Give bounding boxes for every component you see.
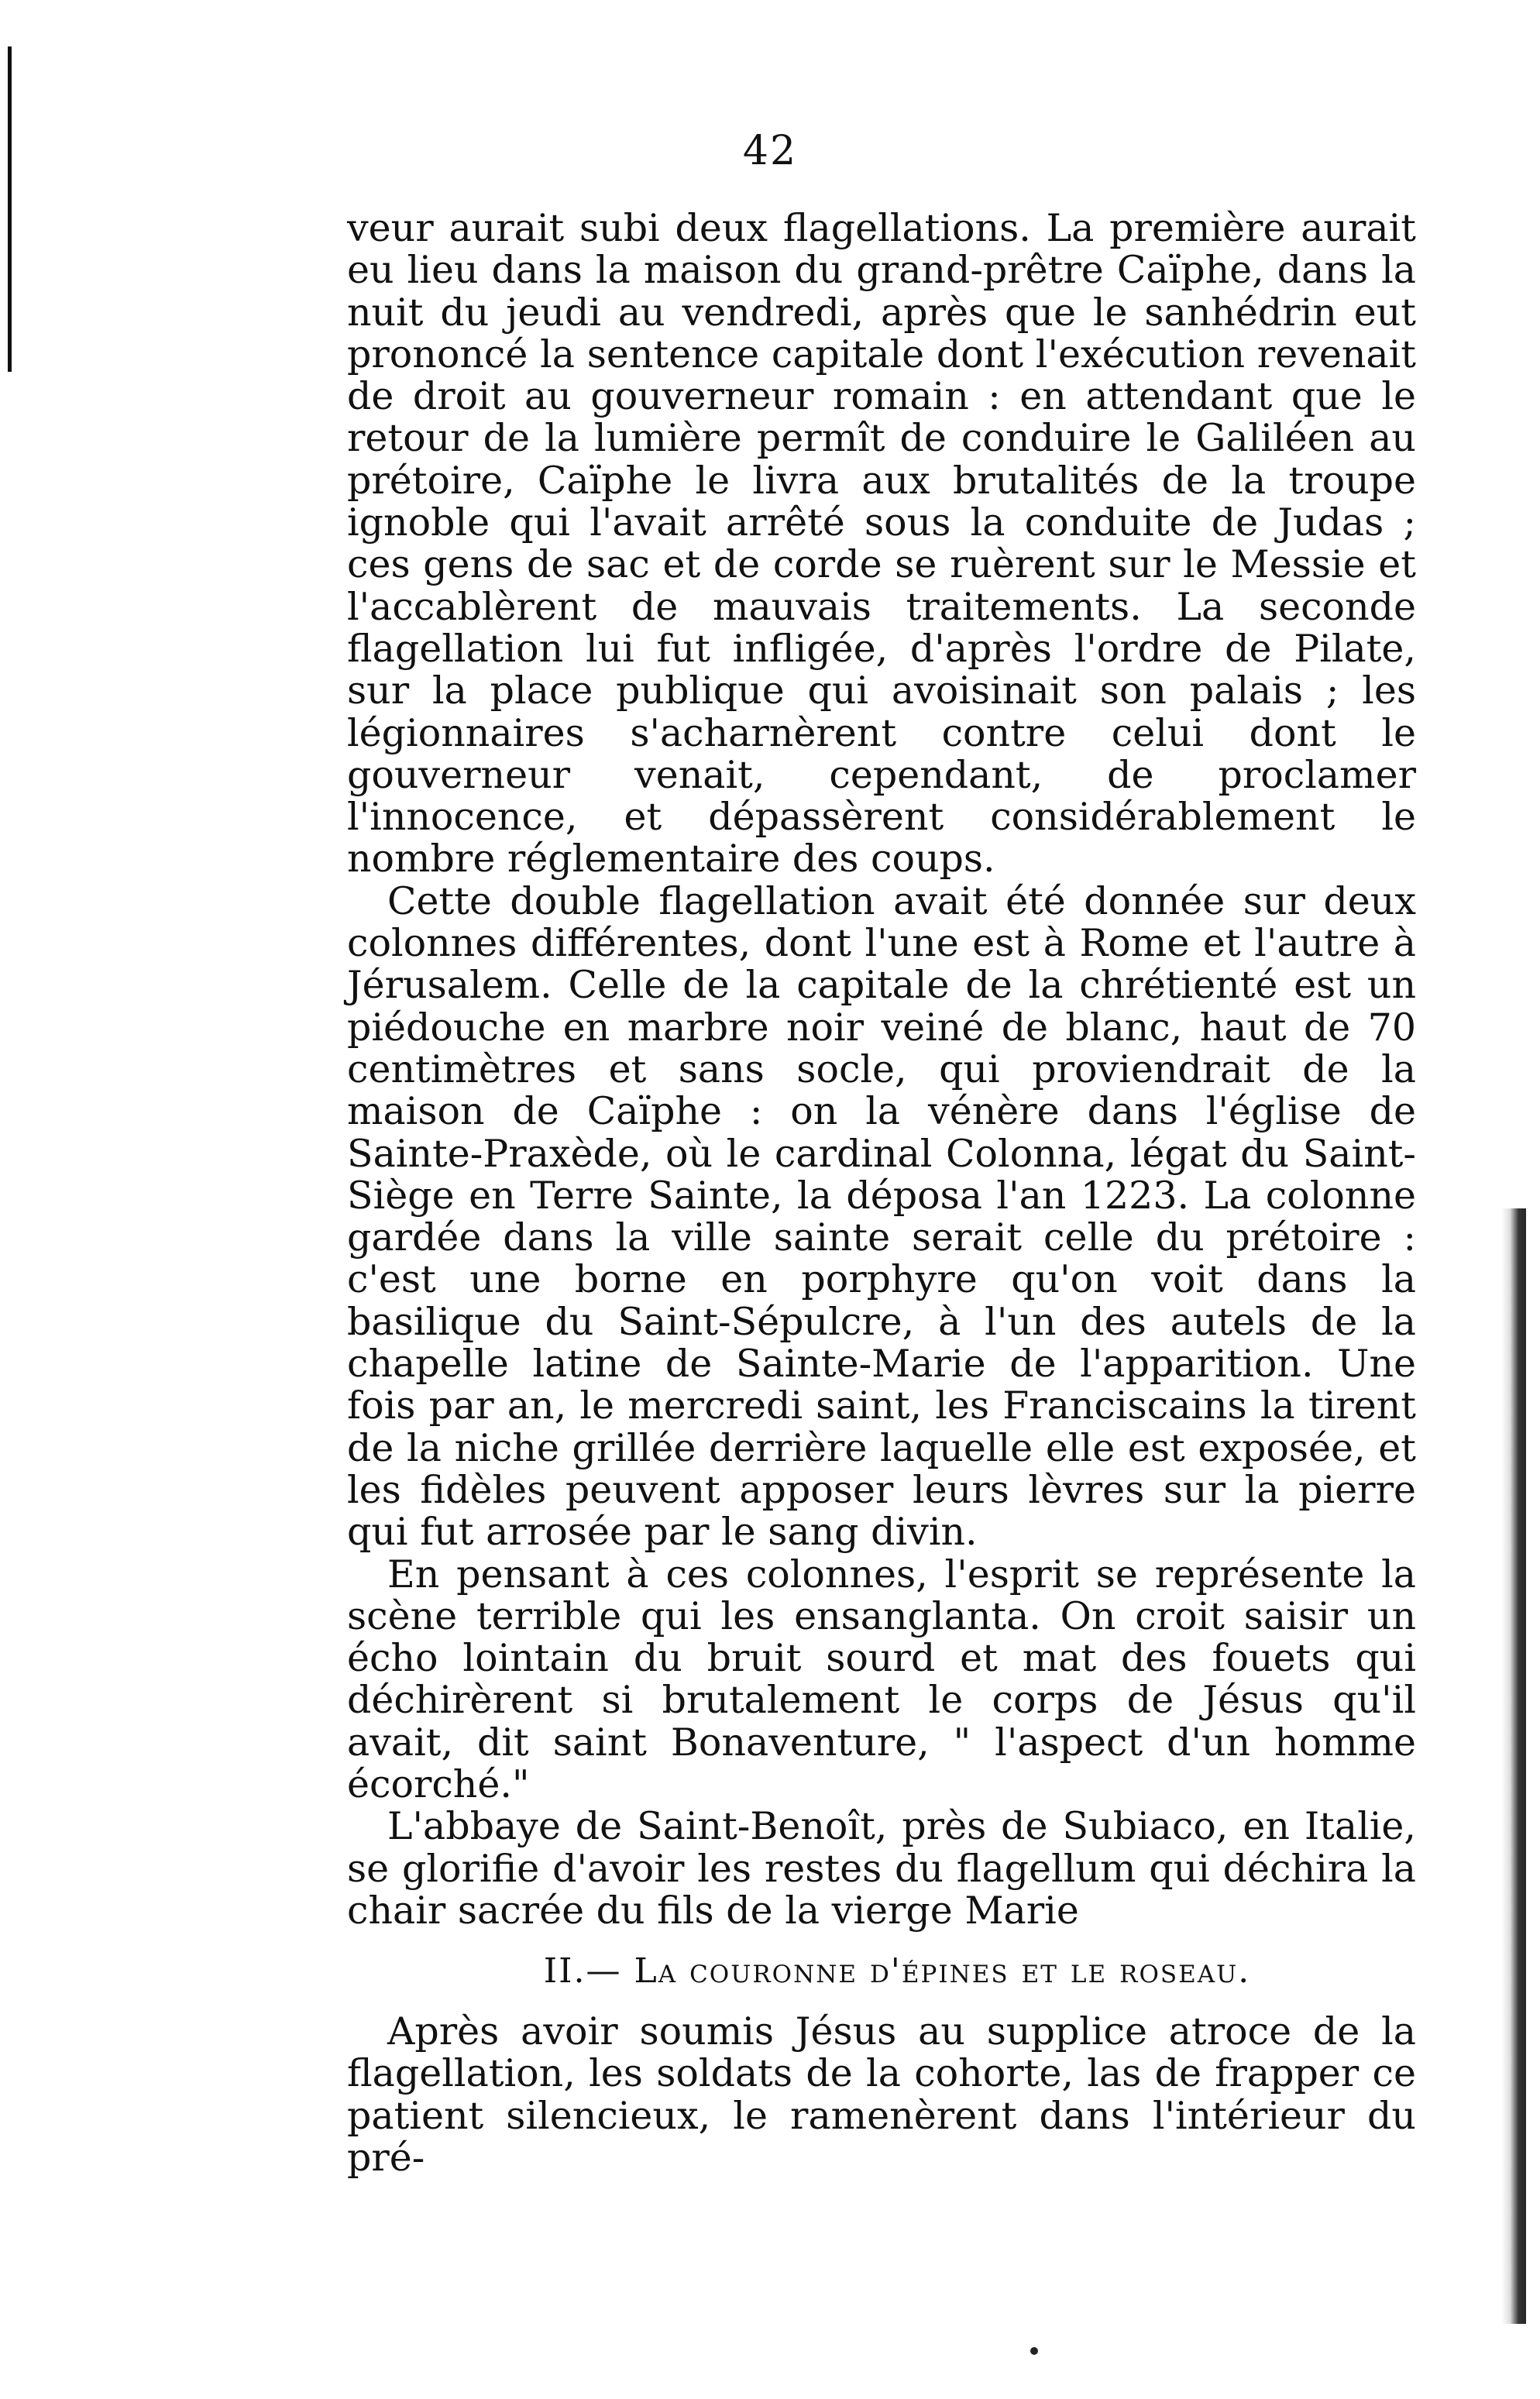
scan-edge-shadow <box>1501 1208 1526 2324</box>
section-heading: II.— La couronne d'épines et le roseau. <box>543 1951 1251 1992</box>
paragraph-scene: En pensant à ces colonnes, l'esprit se représente la scène terrible qui les ensanglanta. On croit saisir un écho lointain du bruit sourd et mat des fouets qui déchirèrent si brutalement le corps de Jésus qu'il avait, dit saint Bonaventure, " l'aspect d'un homme écorché." <box>347 1552 1416 1806</box>
scan-speck <box>1030 2347 1038 2355</box>
page-number: 42 <box>742 128 798 174</box>
page-body <box>347 208 1416 2179</box>
scan-edge-mark <box>8 46 12 372</box>
paragraph-abbey: L'abbaye de Saint-Benoît, près de Subiaco, en Italie, se glorifie d'avoir les restes du flagellum qui déchira la chair sacrée du fils de la vierge Marie <box>347 1804 1416 1933</box>
paragraph-columns: Cette double flagellation avait été donnée sur deux colonnes différentes, dont l'une est à Rome et l'autre à Jérusalem. Celle de la capitale de la chrétienté est un piédouche en marbre noir veiné de blanc, haut de 70 centimètres et sans socle, qui proviendrait de la maison de Caïphe : on la vénère dans l'église de Sainte-Praxède, où le cardinal Colonna, légat du Saint-Siège en Terre Sainte, la déposa l'an 1223. La colonne gardée dans la ville sainte serait celle du prétoire : c'est une borne en porphyre qu'on voit dans la basilique du Saint-Sépulcre, à l'un des autels de la chapelle latine de Sainte-Marie de l'apparition. Une fois par an, le mercredi saint, les Franciscains la tirent de la niche grillée derrière laquelle elle est exposée, et les fidèles peuvent apposer leurs lèvres sur la pierre qui fut arrosée par le sang divin. <box>347 878 1416 1555</box>
paragraph-crown: Après avoir soumis Jésus au supplice atroce de la flagellation, les soldats de la cohorte, las de frapper ce patient silencieux, le ramenèrent dans l'intérieur du pré- <box>347 2009 1416 2181</box>
paragraph-flagellations: veur aurait subi deux flagellations. La première aurait eu lieu dans la maison du grand-prêtre Caïphe, dans la nuit du jeudi au vendredi, après que le sanhédrin eut prononcé la sentence capitale dont l'exécution revenait de droit au gouverneur romain : en attendant que le retour de la lumière permît de conduire le Galiléen au prétoire, Caïphe le livra aux brutalités de la troupe ignoble qui l'avait arrêté sous la conduite de Judas ; ces gens de sac et de corde se ruèrent sur le Messie et l'accablèrent de mauvais traitements. La seconde flagellation lui fut infligée, d'après l'ordre de Pilate, sur la place publique qui avoisinait son palais ; les légionnaires s'acharnèrent contre celui dont le gouverneur venait, cependant, de proclamer l'innocence, et dépassèrent considérablement le nombre réglementaire des coups. <box>347 206 1416 882</box>
